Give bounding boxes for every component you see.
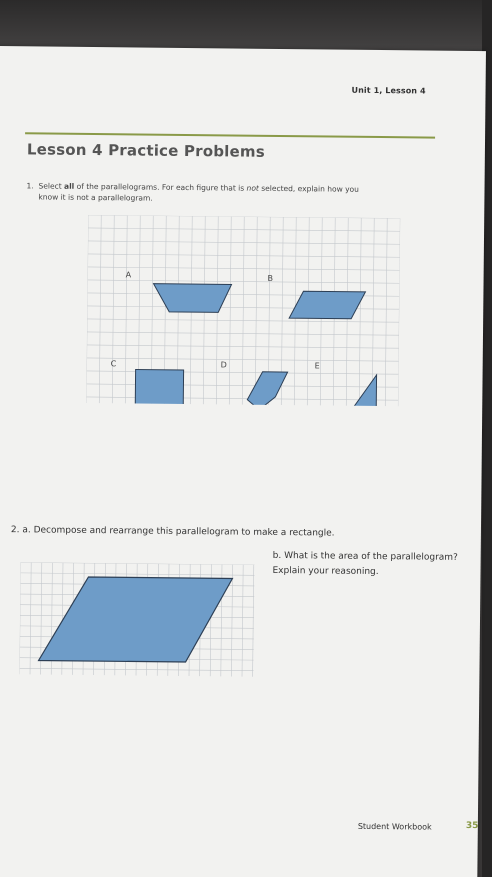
unit-lesson-header: Unit 1, Lesson 4: [351, 85, 426, 96]
parallelogram-shape[interactable]: [39, 576, 233, 662]
grid-line: [398, 218, 400, 406]
figure-c-shape: [135, 369, 184, 406]
grid-line: [125, 215, 127, 406]
grid-line: [242, 217, 244, 407]
problem-2b-line-2: Explain your reasoning.: [272, 565, 379, 578]
grid-line: [99, 215, 101, 406]
figure-b-label: B: [267, 273, 274, 283]
problem-1-text-bold: all: [64, 181, 75, 191]
footer-page-number: 35: [465, 820, 479, 832]
grid-line: [229, 216, 231, 406]
problem-1-text-after: selected, explain how you: [258, 183, 359, 194]
problem-2b-line-1: b. What is the area of the parallelogram?: [272, 550, 458, 563]
grid-line: [86, 215, 88, 406]
figure-c-label: C: [110, 359, 117, 369]
page-title: Lesson 4 Practice Problems: [26, 140, 265, 161]
grid-line: [20, 573, 254, 575]
footer-label: Student Workbook: [357, 821, 432, 832]
figure-c[interactable]: [110, 359, 184, 406]
figure-a-label: A: [125, 270, 132, 280]
problem-2-grid: [19, 562, 256, 682]
problem-1-number: 1.: [26, 181, 34, 191]
figure-e-shape: [334, 375, 377, 407]
problem-2b-text: [272, 549, 457, 581]
figure-d-label: D: [220, 360, 227, 370]
grid-line: [112, 215, 114, 406]
problem-2a-text: 2. a. Decompose and rearrange this parallelogram to make a rectangle.: [10, 525, 335, 539]
figure-d[interactable]: [220, 360, 288, 406]
problem-1-text-before: Select: [38, 181, 65, 191]
grid-line: [359, 218, 361, 406]
problem-1-text: [26, 180, 436, 206]
grid-line: [19, 668, 253, 670]
grid-line: [255, 217, 257, 406]
problem-1-line-2: know it is not a parallelogram.: [38, 192, 153, 203]
workbook-page: [0, 46, 486, 877]
problem-1-text-italic: not: [246, 183, 259, 193]
problem-1-grid: [86, 215, 400, 406]
problem-1-text-mid: of the parallelograms. For each figure that is: [74, 181, 247, 193]
title-rule: [25, 132, 435, 138]
grid-line: [385, 218, 387, 406]
figure-e-label: E: [314, 361, 320, 371]
grid-line: [21, 562, 255, 564]
